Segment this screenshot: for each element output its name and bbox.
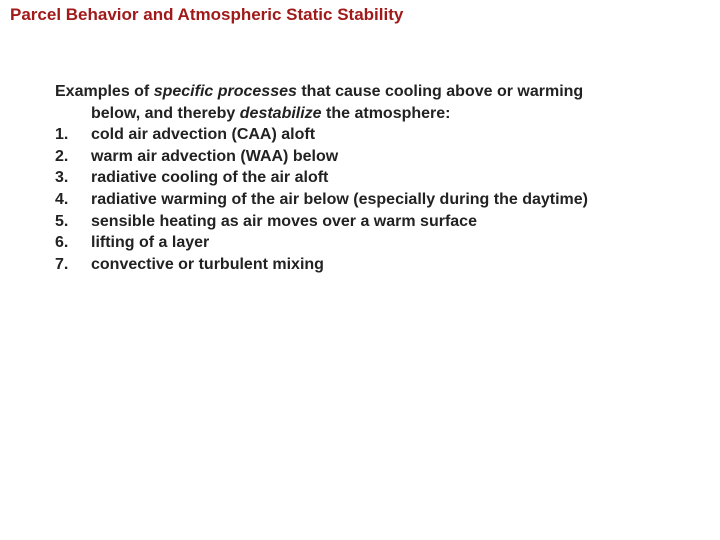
slide-body: [55, 81, 615, 275]
intro-text-1: Examples of: [55, 83, 154, 100]
list-item: [55, 211, 615, 233]
list-item-text: cold air advection (CAA) aloft: [91, 126, 316, 144]
intro-text-2: that cause cooling above or warming below, and thereby: [91, 83, 584, 122]
list-item-number: 6.: [55, 234, 69, 252]
list-item-number: 7.: [55, 255, 69, 273]
list-item-number: 1.: [55, 126, 69, 144]
list-item-number: 5.: [55, 212, 69, 230]
intro-emphasis-specific-processes: specific processes: [153, 83, 297, 100]
list-item-text: lifting of a layer: [91, 234, 210, 252]
list-item-text: sensible heating as air moves over a warm surface: [91, 212, 477, 230]
list-item: [55, 146, 615, 168]
list-item: [55, 167, 615, 189]
list-item: [55, 189, 615, 211]
list-item: [55, 254, 615, 276]
intro-paragraph: [55, 81, 615, 124]
list-item-text: warm air advection (WAA) below: [91, 147, 339, 165]
list-item-text: radiative warming of the air below (especially during the daytime): [91, 190, 589, 208]
list-item-number: 2.: [55, 147, 69, 165]
intro-emphasis-destabilize: destabilize: [239, 104, 322, 122]
list-item-number: 4.: [55, 190, 69, 208]
list-item-text: radiative cooling of the air aloft: [91, 169, 329, 187]
list-item: [55, 232, 615, 254]
list-item-number: 3.: [55, 169, 69, 187]
intro-text-3: the atmosphere:: [321, 104, 451, 122]
process-list: [55, 124, 615, 275]
slide-title: Parcel Behavior and Atmospheric Static Stability: [10, 5, 404, 24]
list-item: [55, 124, 615, 146]
list-item-text: convective or turbulent mixing: [91, 255, 324, 273]
